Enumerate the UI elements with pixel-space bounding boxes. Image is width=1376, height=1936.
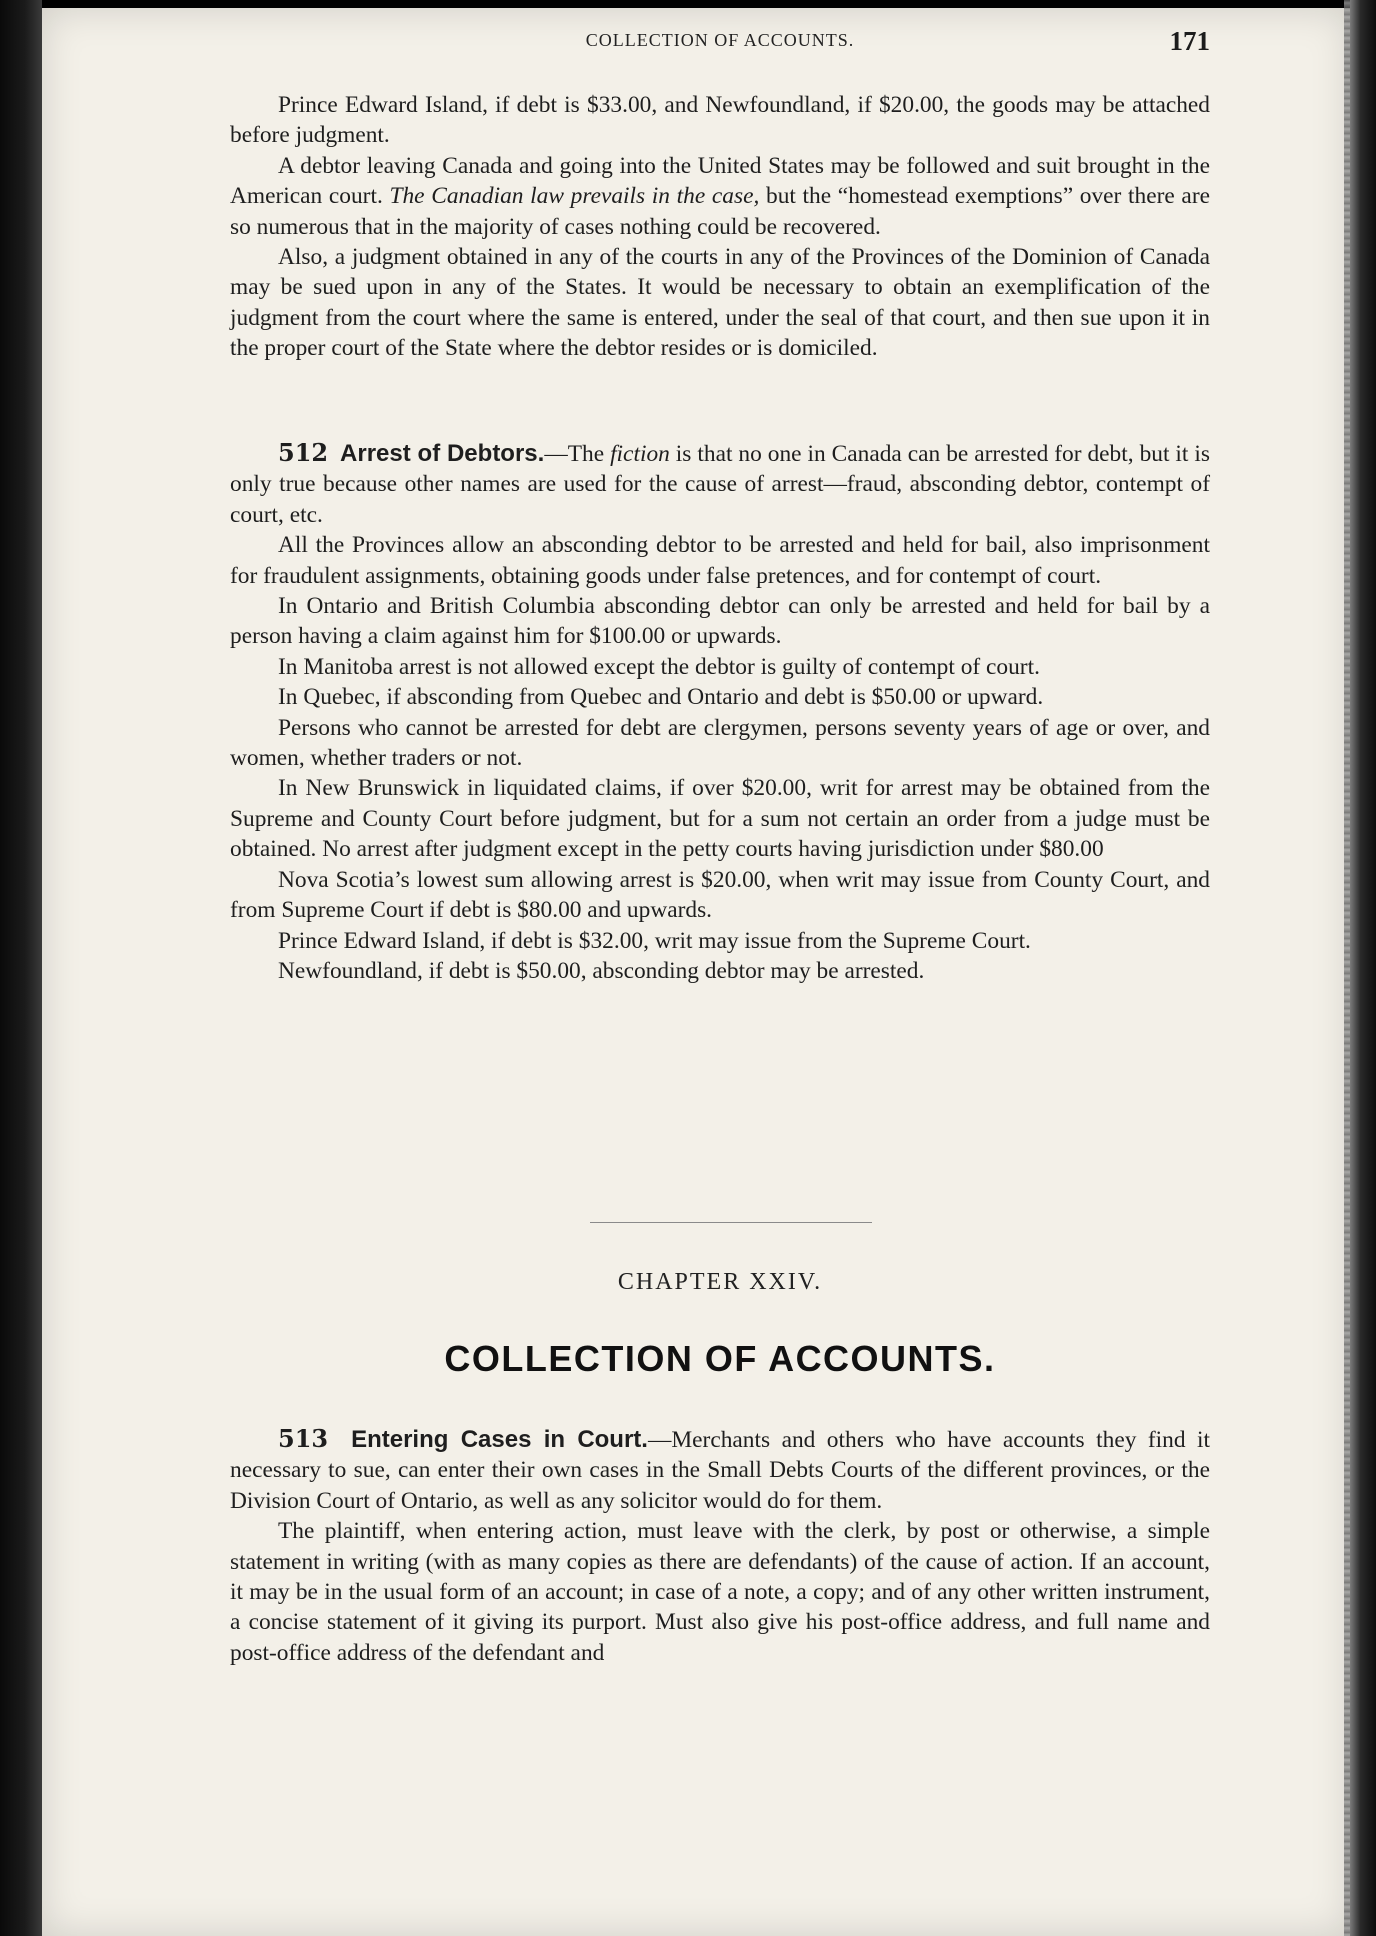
section-number: 513	[278, 1424, 329, 1453]
paragraph-text: Prince Edward Island, if debt is $33.00, and Newfoundland, if $20.00, the goods may be attached before judgment.	[230, 92, 1210, 149]
paragraph: The plaintiff, when entering action, must leave with the clerk, by post or otherwise, a simple statement in writing (with as many copies as there are defendants) of the cause of action. If an account, it may be in the usual form of an account; in case of a note, a copy; and of any other written instrument, a concise statement of it giving its purport. Must also give his post-office address, and full name and post-office address of the defendant and	[230, 1518, 1210, 1666]
page-number: 171	[1169, 26, 1210, 56]
section-512	[230, 438, 1210, 986]
paragraph: Nova Scotia’s lowest sum allowing arrest is $20.00, when writ may issue from County Court, and from Supreme Court if debt is $80.00 and upwards.	[230, 866, 1210, 924]
paragraph: In New Brunswick in liquidated claims, if over $20.00, writ for arrest may be obtained from the Supreme and County Court before judgment, but for a sum not certain an order from a judge must be obtained. No arrest after judgment except in the petty courts having jurisdiction under $80.00	[230, 775, 1210, 863]
paragraph: In Ontario and British Columbia absconding debtor can only be arrested and held for bail by a person having a claim against him for $100.00 or upwards.	[230, 593, 1210, 650]
paragraph: Persons who cannot be arrested for debt are clergymen, persons seventy years of age or over, and women, whether traders or not.	[230, 714, 1210, 772]
section-heading: Entering Cases in Court.	[351, 1426, 648, 1453]
paragraph-text: is that no one in Canada can be arrested for debt, but it is only true because other names are used for the cause of arrest—fraud, absconding debtor, contempt of court, etc.	[230, 441, 1210, 528]
section-lead-paragraph	[230, 1424, 1210, 1516]
paragraph-text: A debtor leaving Canada and going into the United States may be followed and suit brought in the American court.	[230, 152, 1210, 210]
section-513	[230, 1424, 1210, 1668]
paragraph: All the Provinces allow an absconding debtor to be arrested and held for bail, also imprisonment for fraudulent assignments, obtaining goods under false pretences, and for contempt of court.	[230, 532, 1210, 589]
paragraph	[230, 90, 1210, 151]
section-divider	[590, 1222, 872, 1223]
paragraph	[230, 151, 1210, 242]
paragraph-text: —The	[544, 441, 611, 467]
paragraph	[230, 242, 1210, 364]
paragraph-text: —Merchants and others who have accounts they find it necessary to sue, can enter their own cases in the Small Debts Courts of the different provinces, or the Division Court of Ontario, as well as any solicitor would do for them.	[230, 1427, 1211, 1514]
left-binding-shadow	[0, 0, 42, 1936]
paragraph: Prince Edward Island, if debt is $32.00, writ may issue from the Supreme Court.	[278, 927, 1031, 954]
italic-text: The Canadian law prevails in the case,	[389, 183, 760, 210]
running-title: COLLECTION OF ACCOUNTS.	[585, 30, 855, 50]
paragraph: Newfoundland, if debt is $50.00, absconding debtor may be arrested.	[278, 957, 925, 984]
section-heading: Arrest of Debtors.	[340, 440, 545, 467]
paragraph: In Manitoba arrest is not allowed except the debtor is guilty of contempt of court.	[278, 653, 1040, 680]
section-number: 512	[278, 438, 329, 467]
page-header	[230, 26, 1210, 62]
italic-text: fiction	[610, 441, 670, 467]
paragraph-text: Also, a judgment obtained in any of the courts in any of the Provinces of the Dominion of Canada may be sued upon in any of the States. It would be necessary to obtain an exemplification of the judgment from the court where the same is entered, under the seal of that court, and then sue upon it in the proper court of the State where the debtor resides or is domiciled.	[230, 244, 1210, 362]
paragraph-text: but the “homestead exemptions” over there are so numerous that in the majority of cases nothing could be recovered.	[230, 183, 1210, 240]
section-lead-paragraph	[230, 438, 1210, 530]
paragraph: In Quebec, if absconding from Quebec and Ontario and debt is $50.00 or upward.	[278, 684, 1044, 711]
continued-text-block	[230, 90, 1210, 364]
chapter-number: CHAPTER XXIV.	[617, 1269, 823, 1295]
right-binding-shadow	[1350, 0, 1376, 1936]
chapter-title: COLLECTION OF ACCOUNTS.	[444, 1338, 996, 1379]
